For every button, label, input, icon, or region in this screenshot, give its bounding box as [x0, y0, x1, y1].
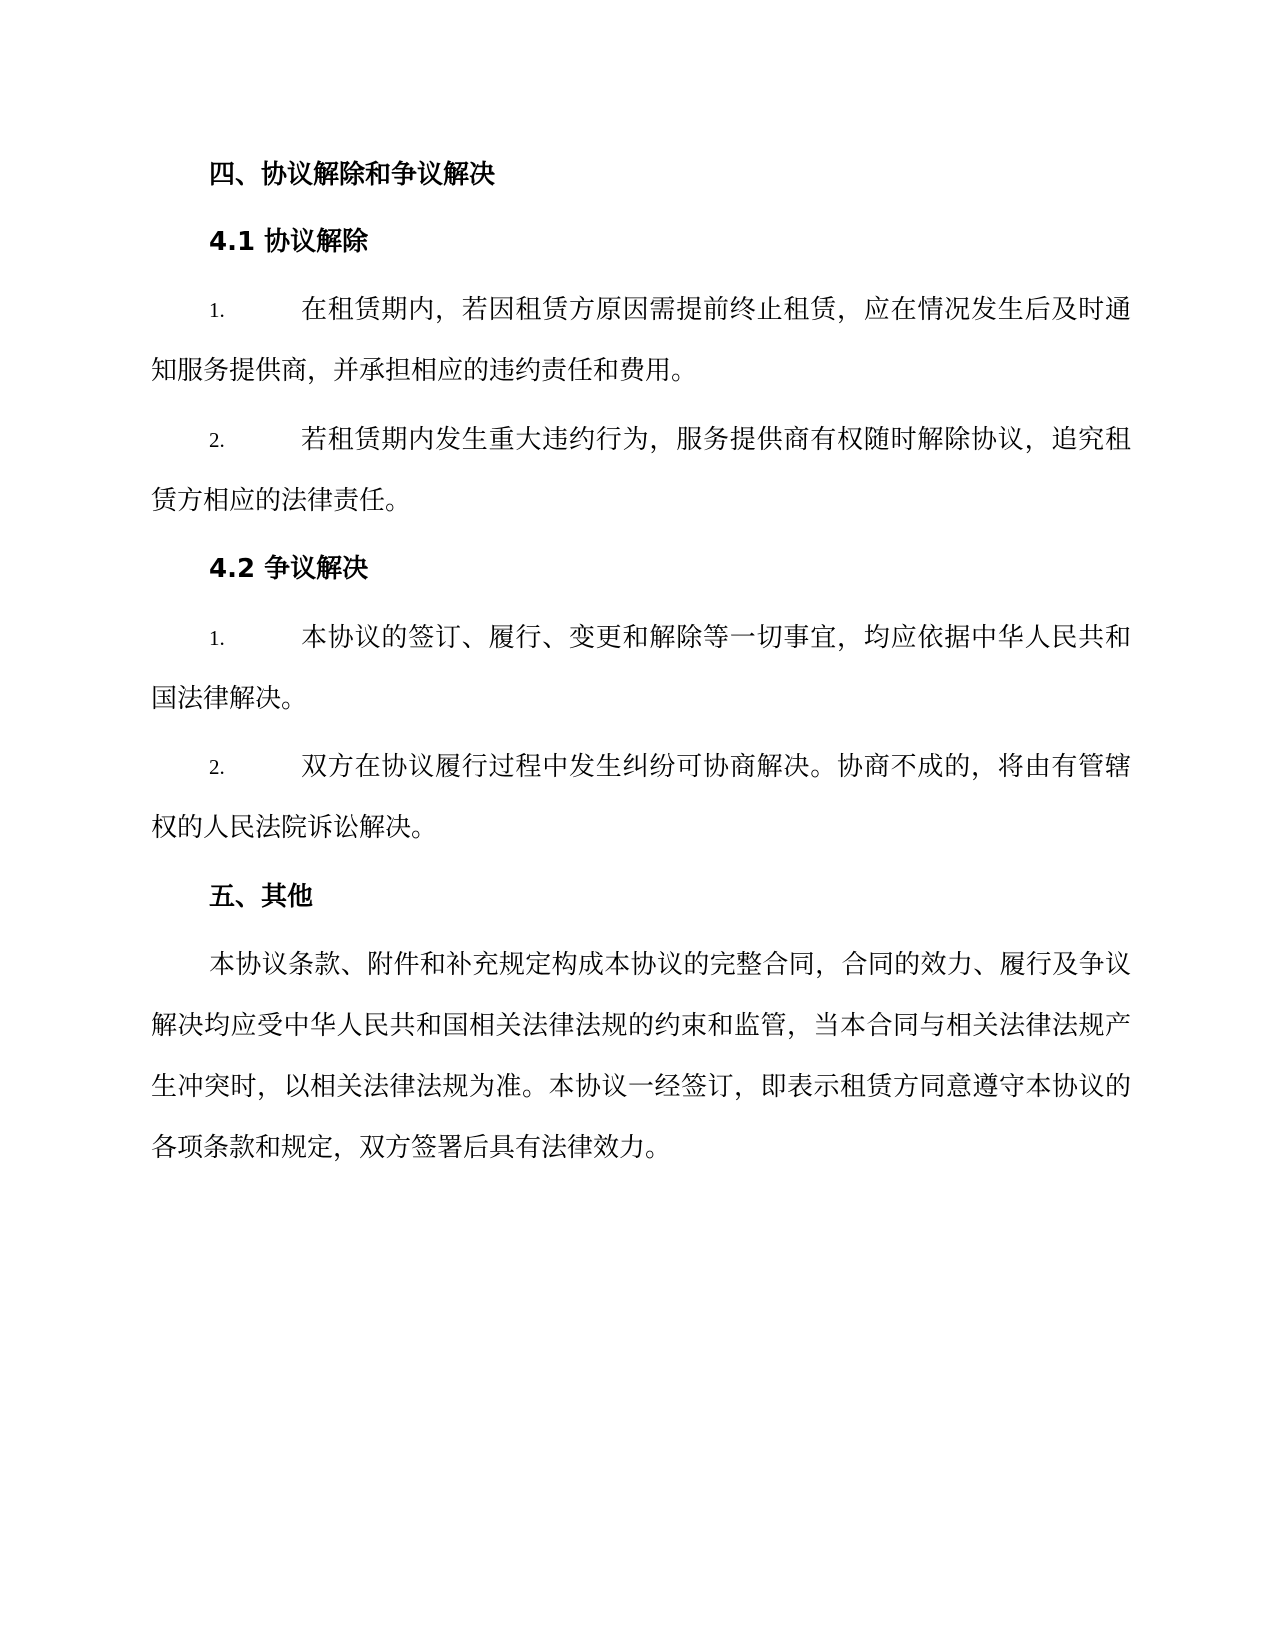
list-number: 1. — [209, 298, 225, 322]
list-number: 1. — [209, 626, 225, 650]
subsection-4-1-heading: 4.1 协议解除 — [209, 227, 369, 257]
section-4-heading: 四、协议解除和争议解决 — [209, 160, 496, 190]
section-5-heading: 五、其他 — [209, 882, 314, 912]
list-item-4-1-1 — [151, 280, 1131, 402]
list-item-text: 在租赁期内，若因租赁方原因需提前终止租赁，应在情况发生后及时通知服务提供商，并承担相应的违约责任和费用。 — [151, 295, 1131, 386]
list-item-text: 双方在协议履行过程中发生纠纷可协商解决。协商不成的，将由有管辖权的人民法院诉讼解决。 — [151, 752, 1131, 843]
list-number: 2. — [209, 755, 225, 779]
list-item-4-1-2 — [151, 410, 1131, 532]
list-item-text: 若租赁期内发生重大违约行为，服务提供商有权随时解除协议，追究租赁方相应的法律责任。 — [151, 425, 1131, 516]
list-item-4-2-1 — [151, 608, 1131, 730]
list-number: 2. — [209, 428, 225, 452]
section-5-body: 本协议条款、附件和补充规定构成本协议的完整合同，合同的效力、履行及争议解决均应受中华人民共和国相关法律法规的约束和监管，当本合同与相关法律法规产生冲突时，以相关法律法规为准。本协议一经签订，即表示租赁方同意遵守本协议的各项条款和规定，双方签署后具有法律效力。 — [151, 950, 1131, 1163]
list-item-4-2-2 — [151, 737, 1131, 859]
list-item-text: 本协议的签订、履行、变更和解除等一切事宜，均应依据中华人民共和国法律解决。 — [151, 623, 1131, 714]
subsection-4-2-heading: 4.2 争议解决 — [209, 554, 369, 584]
